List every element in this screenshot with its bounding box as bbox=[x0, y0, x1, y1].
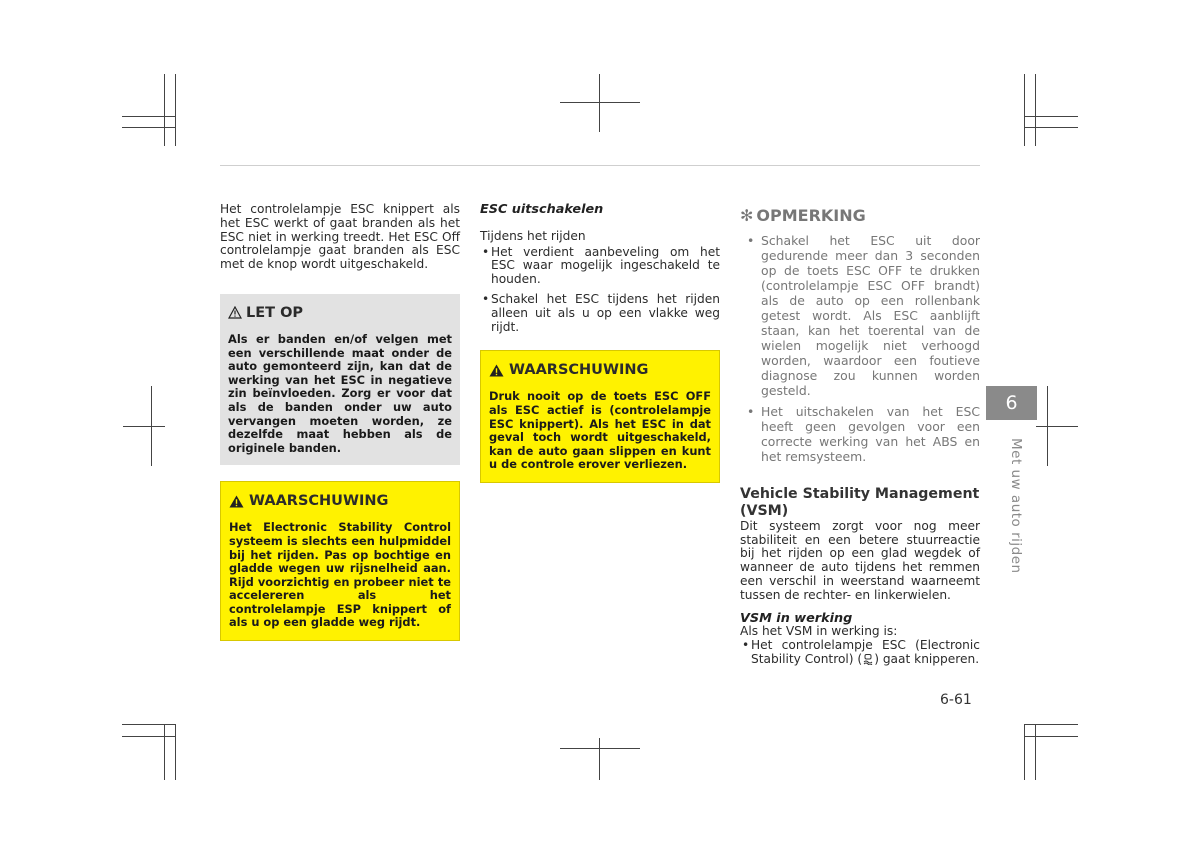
list-item: • Schakel het ESC uit door gedurende meer dan 3 seconden op de toets ESC OFF te drukken (controlelampje ESC OFF brandt) als de auto op een rollenbank getest wordt. Als ESC aanblijft staan, kan het toerental van de wielen mogelijk niet verhoogd worden, waardoor een foutieve diagnose zou kunnen worden gesteld. bbox=[740, 233, 980, 398]
chapter-tab: 6 bbox=[986, 386, 1037, 420]
list-item: • Het verdient aanbeveling om het ESC waar mogelijk ingeschakeld te houden. bbox=[480, 246, 720, 287]
list-item: • Het uitschakelen van het ESC heeft geen gevolgen voor een correcte werking van het ABS en het remsysteem. bbox=[740, 404, 980, 464]
warning-filled-icon bbox=[489, 364, 504, 377]
warning-box-middle bbox=[480, 350, 720, 483]
note-title: OPMERKING bbox=[756, 206, 866, 225]
chapter-title: Met uw auto rijden bbox=[1008, 438, 1024, 574]
esc-off-heading: ESC uitschakelen bbox=[480, 202, 604, 217]
warning-body-middle: Druk nooit op de toets ESC OFF als ESC actief is (controlelampje ESC knippert). Als het ESC in dat geval toch wordt uitgeschakeld, kan de auto gaan slippen en kunt u de controle erover verliezen. bbox=[489, 389, 711, 472]
note-bullets bbox=[740, 233, 980, 464]
header-rule bbox=[220, 165, 980, 166]
asterisk-icon: ✻ bbox=[740, 206, 754, 225]
vsm-work-subheading: Als het VSM in werking is: bbox=[740, 624, 898, 639]
note-title-row bbox=[740, 206, 980, 225]
right-column bbox=[740, 203, 980, 673]
warning-box-left bbox=[220, 481, 460, 641]
page-number: 6-61 bbox=[940, 692, 972, 708]
vsm-paragraph: Dit systeem zorgt voor nog meer stabiliteit en een betere stuurreactie bij het rijden op een glad wegdek of wanneer de auto tijdens het remmen een verschil in weerstand waarneemt tussen de rechter- en linkerwielen. bbox=[740, 518, 980, 602]
warning-title-row-middle bbox=[489, 361, 711, 379]
warning-title-left: WAARSCHUWING bbox=[249, 493, 389, 510]
vsm-bullet-text-after: ) gaat knipperen. bbox=[874, 651, 980, 666]
list-item bbox=[740, 639, 980, 667]
esc-skid-car-icon bbox=[862, 653, 874, 665]
vsm-work-heading: VSM in werking bbox=[740, 610, 853, 626]
warning-title-row-left bbox=[229, 492, 451, 510]
caution-box bbox=[220, 294, 460, 465]
left-column bbox=[220, 203, 460, 641]
caution-title: LET OP bbox=[246, 304, 304, 321]
warning-title-middle: WAARSCHUWING bbox=[509, 362, 649, 379]
list-item: • Schakel het ESC tijdens het rijden alleen uit als u op een vlakke weg rijdt. bbox=[480, 293, 720, 334]
warning-filled-icon bbox=[229, 495, 244, 508]
vsm-heading: Vehicle Stability Management (VSM) bbox=[740, 485, 980, 519]
caution-body: Als er banden en/of velgen met een verschillende maat onder de auto gemonteerd zijn, kan dat de werking van het ESC in negatieve zin beïnvloeden. Zorg er voor dat als de banden onder uw auto vervangen moeten worden, ze dezelfde maat hebben als de originele banden. bbox=[228, 331, 452, 455]
middle-column bbox=[480, 203, 720, 483]
intro-paragraph: Het controlelampje ESC knippert als het ESC werkt of gaat branden als het ESC niet in werking treedt. Het ESC Off controlelampje gaat branden als ESC met de knop wordt uitgeschakeld. bbox=[220, 202, 460, 272]
vsm-bullets bbox=[740, 639, 980, 667]
vsm-bullet-text-before: Het controlelampje ESC (Electronic Stability Control) ( bbox=[751, 638, 980, 666]
warning-outline-icon bbox=[228, 306, 242, 319]
warning-body-left: Het Electronic Stability Control systeem is slechts een hulpmiddel bij het rijden. Pas op bochtige en gladde wegen uw rijsnelheid aan. Rijd voorzichtig en probeer niet te accelereren als het controlelampje ESP knippert of als u op een gladde weg rijdt. bbox=[229, 520, 451, 630]
esc-off-bullets bbox=[480, 246, 720, 335]
caution-title-row bbox=[228, 304, 452, 322]
while-driving-subheading: Tijdens het rijden bbox=[480, 228, 586, 243]
